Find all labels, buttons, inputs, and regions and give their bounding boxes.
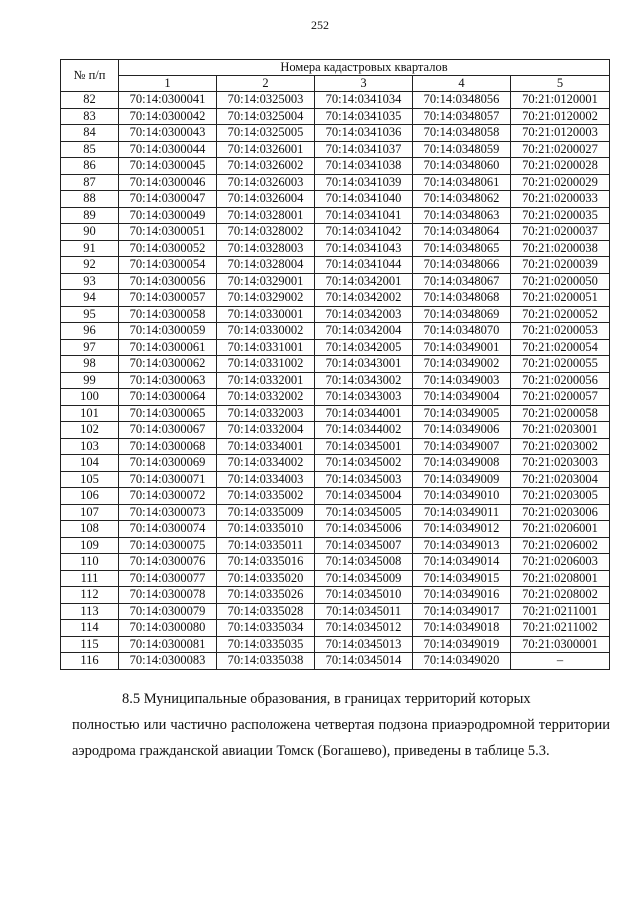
cadastral-number-cell: 70:14:0335034	[217, 620, 315, 637]
row-number-cell: 102	[61, 422, 119, 439]
cadastral-number-cell: 70:14:0335020	[217, 570, 315, 587]
cadastral-number-cell: 70:14:0342003	[315, 306, 413, 323]
table-row	[61, 108, 610, 125]
table-row	[61, 306, 610, 323]
cadastral-number-cell: 70:14:0329001	[217, 273, 315, 290]
cadastral-number-cell: 70:14:0341041	[315, 207, 413, 224]
cadastral-number-cell: 70:21:0211002	[511, 620, 610, 637]
cadastral-number-cell: 70:14:0349020	[413, 653, 511, 670]
table-row	[61, 125, 610, 142]
cadastral-number-cell: 70:14:0345001	[315, 438, 413, 455]
row-number-cell: 98	[61, 356, 119, 373]
cadastral-number-cell: 70:21:0203001	[511, 422, 610, 439]
table-row	[61, 620, 610, 637]
row-number-cell: 109	[61, 537, 119, 554]
cadastral-number-cell: 70:14:0348069	[413, 306, 511, 323]
cadastral-number-cell: 70:14:0349005	[413, 405, 511, 422]
column-number-row	[61, 76, 610, 92]
row-number-cell: 111	[61, 570, 119, 587]
cadastral-number-cell: 70:14:0349008	[413, 455, 511, 472]
table-row	[61, 554, 610, 571]
cadastral-number-cell: 70:14:0341038	[315, 158, 413, 175]
cadastral-number-cell: 70:21:0200027	[511, 141, 610, 158]
row-number-header: № п/п	[61, 60, 119, 92]
cadastral-number-cell: 70:14:0348070	[413, 323, 511, 340]
cadastral-number-cell: 70:21:0200052	[511, 306, 610, 323]
table-row	[61, 504, 610, 521]
table-body	[61, 92, 610, 670]
cadastral-number-cell: 70:14:0349013	[413, 537, 511, 554]
cadastral-number-cell: 70:14:0300042	[119, 108, 217, 125]
paragraph-rest: полностью или частично расположена четвертая подзона приаэродромной территории аэродрома гражданской авиации Томск (Богашево), приведены в таблице 5.3.	[72, 717, 610, 759]
cadastral-number-cell: 70:14:0326004	[217, 191, 315, 208]
row-number-cell: 114	[61, 620, 119, 637]
row-number-cell: 107	[61, 504, 119, 521]
cadastral-number-cell: 70:14:0300076	[119, 554, 217, 571]
cadastral-number-cell: 70:21:0203005	[511, 488, 610, 505]
cadastral-number-cell: 70:14:0300064	[119, 389, 217, 406]
table-row	[61, 191, 610, 208]
column-number-header: 3	[315, 76, 413, 92]
row-number-cell: 87	[61, 174, 119, 191]
cadastral-number-cell: 70:14:0300073	[119, 504, 217, 521]
cadastral-number-cell: 70:14:0329002	[217, 290, 315, 307]
row-number-cell: 103	[61, 438, 119, 455]
cadastral-number-cell: 70:14:0349010	[413, 488, 511, 505]
table-row	[61, 405, 610, 422]
cadastral-number-cell: 70:14:0326001	[217, 141, 315, 158]
cadastral-number-cell: 70:14:0341036	[315, 125, 413, 142]
table-row	[61, 224, 610, 241]
cadastral-number-cell: 70:14:0334003	[217, 471, 315, 488]
cadastral-number-cell: 70:14:0334001	[217, 438, 315, 455]
cadastral-number-cell: 70:14:0335038	[217, 653, 315, 670]
cadastral-number-cell: 70:21:0203002	[511, 438, 610, 455]
column-number-header: 2	[217, 76, 315, 92]
row-number-cell: 94	[61, 290, 119, 307]
row-number-cell: 101	[61, 405, 119, 422]
table-row	[61, 290, 610, 307]
cadastral-number-cell: 70:14:0348056	[413, 92, 511, 109]
table-row	[61, 273, 610, 290]
cadastral-number-cell: 70:14:0335035	[217, 636, 315, 653]
row-number-cell: 96	[61, 323, 119, 340]
cadastral-number-cell: 70:14:0326002	[217, 158, 315, 175]
cadastral-number-cell: 70:14:0345003	[315, 471, 413, 488]
cadastral-number-cell: 70:14:0330002	[217, 323, 315, 340]
cadastral-number-cell: 70:21:0120002	[511, 108, 610, 125]
cadastral-number-cell: 70:14:0300046	[119, 174, 217, 191]
cadastral-number-cell: 70:14:0331002	[217, 356, 315, 373]
row-number-cell: 105	[61, 471, 119, 488]
row-number-cell: 112	[61, 587, 119, 604]
cadastral-number-cell: 70:14:0331001	[217, 339, 315, 356]
cadastral-number-cell: 70:14:0300054	[119, 257, 217, 274]
cadastral-number-cell: 70:14:0349012	[413, 521, 511, 538]
table-row	[61, 653, 610, 670]
table-row	[61, 488, 610, 505]
cadastral-number-cell: 70:21:0200033	[511, 191, 610, 208]
row-number-cell: 97	[61, 339, 119, 356]
cadastral-number-cell: 70:14:0335009	[217, 504, 315, 521]
cadastral-number-cell: 70:14:0349004	[413, 389, 511, 406]
cadastral-number-cell: 70:14:0325003	[217, 92, 315, 109]
cadastral-number-cell: 70:14:0300057	[119, 290, 217, 307]
cadastral-number-cell: 70:14:0349002	[413, 356, 511, 373]
cadastral-number-cell: 70:14:0300077	[119, 570, 217, 587]
row-number-cell: 106	[61, 488, 119, 505]
cadastral-number-cell: 70:14:0300043	[119, 125, 217, 142]
cadastral-number-cell: 70:21:0203004	[511, 471, 610, 488]
cadastral-number-cell: 70:14:0349018	[413, 620, 511, 637]
row-number-cell: 88	[61, 191, 119, 208]
cadastral-number-cell: 70:14:0345014	[315, 653, 413, 670]
cadastral-number-cell: 70:14:0300041	[119, 92, 217, 109]
table-row	[61, 587, 610, 604]
cadastral-number-cell: 70:21:0200055	[511, 356, 610, 373]
cadastral-number-cell: 70:14:0348066	[413, 257, 511, 274]
cadastral-number-cell: 70:21:0200029	[511, 174, 610, 191]
cadastral-number-cell: 70:14:0332003	[217, 405, 315, 422]
cadastral-number-cell: 70:14:0341043	[315, 240, 413, 257]
cadastral-number-cell: 70:14:0300059	[119, 323, 217, 340]
cadastral-number-cell: 70:14:0300049	[119, 207, 217, 224]
cadastral-number-cell: 70:14:0349014	[413, 554, 511, 571]
cadastral-number-cell: 70:14:0349001	[413, 339, 511, 356]
table-row	[61, 339, 610, 356]
table-row	[61, 537, 610, 554]
cadastral-number-cell: 70:14:0343003	[315, 389, 413, 406]
cadastral-number-cell: 70:14:0345006	[315, 521, 413, 538]
cadastral-number-cell: 70:14:0300045	[119, 158, 217, 175]
table-row	[61, 603, 610, 620]
cadastral-number-cell: 70:14:0300072	[119, 488, 217, 505]
cadastral-number-cell: 70:21:0200039	[511, 257, 610, 274]
cadastral-number-cell: 70:21:0208001	[511, 570, 610, 587]
cadastral-number-cell: –	[511, 653, 610, 670]
cadastral-number-cell: 70:14:0300051	[119, 224, 217, 241]
cadastral-number-cell: 70:14:0342005	[315, 339, 413, 356]
cadastral-number-cell: 70:14:0345013	[315, 636, 413, 653]
cadastral-number-cell: 70:14:0348058	[413, 125, 511, 142]
cadastral-number-cell: 70:14:0325005	[217, 125, 315, 142]
cadastral-number-cell: 70:14:0345005	[315, 504, 413, 521]
cadastral-number-cell: 70:14:0348062	[413, 191, 511, 208]
row-number-cell: 84	[61, 125, 119, 142]
cadastral-number-cell: 70:14:0300080	[119, 620, 217, 637]
row-number-cell: 100	[61, 389, 119, 406]
cadastral-number-cell: 70:14:0300047	[119, 191, 217, 208]
table-row	[61, 240, 610, 257]
cadastral-number-cell: 70:14:0335026	[217, 587, 315, 604]
row-number-cell: 85	[61, 141, 119, 158]
cadastral-number-cell: 70:21:0200051	[511, 290, 610, 307]
cadastral-number-cell: 70:14:0332004	[217, 422, 315, 439]
cadastral-number-cell: 70:14:0341040	[315, 191, 413, 208]
cadastral-number-cell: 70:14:0300081	[119, 636, 217, 653]
row-number-cell: 99	[61, 372, 119, 389]
table-row	[61, 636, 610, 653]
cadastral-number-cell: 70:14:0341044	[315, 257, 413, 274]
cadastral-numbers-header: Номера кадастровых кварталов	[119, 60, 610, 76]
cadastral-number-cell: 70:21:0211001	[511, 603, 610, 620]
cadastral-number-cell: 70:21:0200035	[511, 207, 610, 224]
cadastral-number-cell: 70:14:0300056	[119, 273, 217, 290]
cadastral-number-cell: 70:21:0120003	[511, 125, 610, 142]
cadastral-number-cell: 70:14:0328003	[217, 240, 315, 257]
column-number-header: 1	[119, 76, 217, 92]
cadastral-number-cell: 70:14:0341042	[315, 224, 413, 241]
cadastral-number-cell: 70:14:0345010	[315, 587, 413, 604]
cadastral-number-cell: 70:14:0335016	[217, 554, 315, 571]
cadastral-number-cell: 70:14:0348063	[413, 207, 511, 224]
cadastral-number-cell: 70:14:0349007	[413, 438, 511, 455]
cadastral-number-cell: 70:21:0200057	[511, 389, 610, 406]
cadastral-number-cell: 70:14:0326003	[217, 174, 315, 191]
table-row	[61, 422, 610, 439]
cadastral-number-cell: 70:21:0208002	[511, 587, 610, 604]
cadastral-number-cell: 70:21:0200050	[511, 273, 610, 290]
cadastral-number-cell: 70:14:0341037	[315, 141, 413, 158]
row-number-cell: 91	[61, 240, 119, 257]
column-number-header: 5	[511, 76, 610, 92]
table-row	[61, 141, 610, 158]
cadastral-number-cell: 70:21:0200028	[511, 158, 610, 175]
cadastral-number-cell: 70:14:0345012	[315, 620, 413, 637]
cadastral-number-cell: 70:14:0300079	[119, 603, 217, 620]
column-number-header: 4	[413, 76, 511, 92]
cadastral-number-cell: 70:14:0300078	[119, 587, 217, 604]
table-row	[61, 570, 610, 587]
cadastral-number-cell: 70:21:0203006	[511, 504, 610, 521]
cadastral-number-cell: 70:14:0348067	[413, 273, 511, 290]
row-number-cell: 89	[61, 207, 119, 224]
cadastral-number-cell: 70:14:0341035	[315, 108, 413, 125]
row-number-cell: 113	[61, 603, 119, 620]
cadastral-number-cell: 70:14:0348065	[413, 240, 511, 257]
row-number-cell: 92	[61, 257, 119, 274]
cadastral-number-cell: 70:14:0349016	[413, 587, 511, 604]
cadastral-number-cell: 70:14:0330001	[217, 306, 315, 323]
cadastral-number-cell: 70:14:0344002	[315, 422, 413, 439]
cadastral-number-cell: 70:21:0206001	[511, 521, 610, 538]
table-row	[61, 521, 610, 538]
table-row	[61, 372, 610, 389]
row-number-cell: 86	[61, 158, 119, 175]
cadastral-number-cell: 70:21:0200038	[511, 240, 610, 257]
cadastral-number-cell: 70:14:0344001	[315, 405, 413, 422]
table-row	[61, 174, 610, 191]
row-number-cell: 95	[61, 306, 119, 323]
cadastral-number-cell: 70:14:0348057	[413, 108, 511, 125]
cadastral-number-cell: 70:14:0300052	[119, 240, 217, 257]
cadastral-number-cell: 70:21:0206002	[511, 537, 610, 554]
cadastral-number-cell: 70:14:0300068	[119, 438, 217, 455]
cadastral-number-cell: 70:14:0300071	[119, 471, 217, 488]
cadastral-number-cell: 70:14:0348068	[413, 290, 511, 307]
cadastral-number-cell: 70:14:0342002	[315, 290, 413, 307]
cadastral-number-cell: 70:21:0120001	[511, 92, 610, 109]
table-row	[61, 207, 610, 224]
cadastral-number-cell: 70:14:0334002	[217, 455, 315, 472]
cadastral-number-cell: 70:21:0200037	[511, 224, 610, 241]
cadastral-number-cell: 70:21:0200054	[511, 339, 610, 356]
cadastral-number-cell: 70:14:0348064	[413, 224, 511, 241]
cadastral-number-cell: 70:21:0200053	[511, 323, 610, 340]
cadastral-number-cell: 70:14:0335002	[217, 488, 315, 505]
cadastral-number-cell: 70:14:0348059	[413, 141, 511, 158]
cadastral-number-cell: 70:14:0348060	[413, 158, 511, 175]
cadastral-number-cell: 70:14:0349017	[413, 603, 511, 620]
cadastral-number-cell: 70:14:0341039	[315, 174, 413, 191]
row-number-cell: 110	[61, 554, 119, 571]
row-number-cell: 93	[61, 273, 119, 290]
cadastral-number-cell: 70:14:0335010	[217, 521, 315, 538]
row-number-cell: 115	[61, 636, 119, 653]
cadastral-number-cell: 70:21:0200056	[511, 372, 610, 389]
cadastral-number-cell: 70:14:0300044	[119, 141, 217, 158]
row-number-cell: 116	[61, 653, 119, 670]
cadastral-number-cell: 70:14:0300075	[119, 537, 217, 554]
table-row	[61, 455, 610, 472]
table-row	[61, 389, 610, 406]
table-row	[61, 92, 610, 109]
cadastral-number-cell: 70:21:0203003	[511, 455, 610, 472]
cadastral-table	[60, 59, 610, 670]
cadastral-number-cell: 70:14:0349009	[413, 471, 511, 488]
cadastral-number-cell: 70:14:0349019	[413, 636, 511, 653]
cadastral-number-cell: 70:14:0349006	[413, 422, 511, 439]
cadastral-number-cell: 70:14:0332002	[217, 389, 315, 406]
cadastral-number-cell: 70:14:0300083	[119, 653, 217, 670]
row-number-cell: 82	[61, 92, 119, 109]
cadastral-number-cell: 70:14:0345002	[315, 455, 413, 472]
cadastral-number-cell: 70:14:0300067	[119, 422, 217, 439]
row-number-cell: 83	[61, 108, 119, 125]
cadastral-number-cell: 70:14:0300062	[119, 356, 217, 373]
cadastral-number-cell: 70:14:0328002	[217, 224, 315, 241]
table-row	[61, 438, 610, 455]
table-row	[61, 471, 610, 488]
cadastral-number-cell: 70:14:0300069	[119, 455, 217, 472]
page-number: 252	[311, 18, 329, 32]
cadastral-number-cell: 70:14:0332001	[217, 372, 315, 389]
cadastral-number-cell: 70:14:0345008	[315, 554, 413, 571]
table-row	[61, 323, 610, 340]
table-row	[61, 356, 610, 373]
cadastral-number-cell: 70:14:0343001	[315, 356, 413, 373]
cadastral-number-cell: 70:14:0335011	[217, 537, 315, 554]
cadastral-number-cell: 70:14:0345009	[315, 570, 413, 587]
cadastral-number-cell: 70:14:0300074	[119, 521, 217, 538]
cadastral-number-cell: 70:14:0345007	[315, 537, 413, 554]
cadastral-number-cell: 70:14:0345011	[315, 603, 413, 620]
cadastral-number-cell: 70:14:0345004	[315, 488, 413, 505]
row-number-cell: 108	[61, 521, 119, 538]
cadastral-number-cell: 70:14:0325004	[217, 108, 315, 125]
cadastral-number-cell: 70:14:0300065	[119, 405, 217, 422]
cadastral-number-cell: 70:14:0342001	[315, 273, 413, 290]
cadastral-number-cell: 70:14:0349011	[413, 504, 511, 521]
paragraph-first-line: 8.5 Муниципальные образования, в границах территорий которых	[122, 691, 531, 707]
section-paragraph	[72, 686, 610, 764]
cadastral-number-cell: 70:14:0335028	[217, 603, 315, 620]
cadastral-number-cell: 70:14:0341034	[315, 92, 413, 109]
cadastral-number-cell: 70:21:0200058	[511, 405, 610, 422]
cadastral-number-cell: 70:14:0300063	[119, 372, 217, 389]
cadastral-number-cell: 70:14:0349015	[413, 570, 511, 587]
cadastral-number-cell: 70:21:0206003	[511, 554, 610, 571]
cadastral-number-cell: 70:14:0300061	[119, 339, 217, 356]
cadastral-number-cell: 70:14:0328001	[217, 207, 315, 224]
row-number-cell: 90	[61, 224, 119, 241]
cadastral-number-cell: 70:14:0328004	[217, 257, 315, 274]
row-number-cell: 104	[61, 455, 119, 472]
cadastral-number-cell: 70:14:0342004	[315, 323, 413, 340]
cadastral-number-cell: 70:14:0343002	[315, 372, 413, 389]
cadastral-number-cell: 70:14:0348061	[413, 174, 511, 191]
cadastral-number-cell: 70:14:0300058	[119, 306, 217, 323]
table-row	[61, 257, 610, 274]
cadastral-number-cell: 70:21:0300001	[511, 636, 610, 653]
cadastral-number-cell: 70:14:0349003	[413, 372, 511, 389]
table-row	[61, 158, 610, 175]
